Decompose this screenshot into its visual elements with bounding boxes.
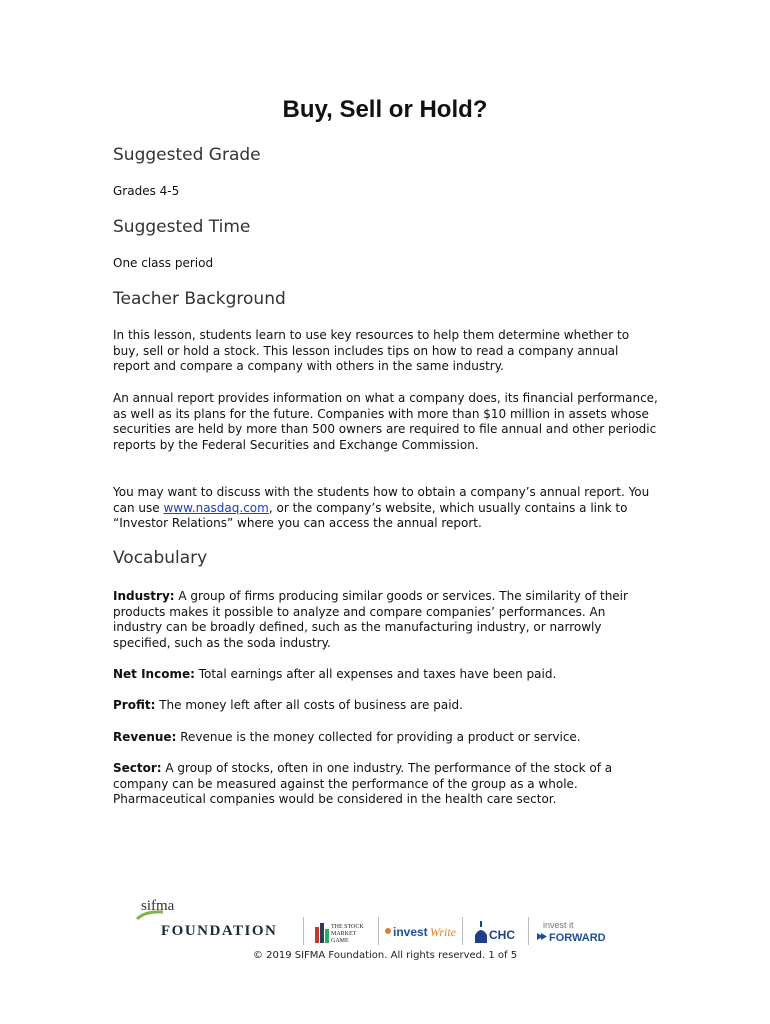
svg-text:FORWARD: FORWARD xyxy=(549,932,606,944)
partner-logo-row xyxy=(135,895,635,950)
vocab-item-profit xyxy=(113,698,658,714)
vocab-term: Revenue: xyxy=(113,730,177,744)
vocab-definition: A group of stocks, often in one industry. The performance of the stock of a company can be measured against the performance of the group as a whole. Pharmaceutical companies would be considered in the health care sector. xyxy=(113,761,613,807)
vocab-term: Industry: xyxy=(113,589,175,603)
logo-divider xyxy=(462,917,463,945)
capitol-dome-icon xyxy=(471,917,525,945)
invest-it-forward-icon xyxy=(535,917,631,945)
sifma-wordmark: sifma xyxy=(141,898,175,914)
invest-it-forward-logo xyxy=(535,917,631,945)
svg-text:invest: invest xyxy=(393,925,428,939)
svg-text:CHC: CHC xyxy=(489,928,515,942)
paragraph-3-tail: , or the company’s website, which usually contains a link to “Investor Relations” where you can access the annual report. xyxy=(113,500,628,531)
nasdaq-link[interactable]: www.nasdaq.com xyxy=(163,500,269,515)
investwrite-icon xyxy=(383,917,459,945)
vocab-term: Sector: xyxy=(113,761,162,775)
heading-suggested-grade: Suggested Grade xyxy=(113,145,261,165)
logo-divider xyxy=(303,917,304,945)
heading-vocabulary: Vocabulary xyxy=(113,548,208,568)
stock-market-game-icon xyxy=(313,917,375,945)
vocab-definition: Revenue is the money collected for providing a product or service. xyxy=(176,730,581,744)
background-paragraph-3 xyxy=(113,485,658,532)
svg-text:Write: Write xyxy=(430,925,456,939)
background-paragraph-1: In this lesson, students learn to use key resources to help them determine whether to buy, sell or hold a stock. This lesson includes tips on how to read a company annual report and compare a company with others in the same industry. xyxy=(113,328,630,374)
page-title: Buy, Sell or Hold? xyxy=(282,96,488,123)
paragraph-3-lead: You may want to discuss with the students how to obtain a company’s annual report. You can use xyxy=(113,485,650,515)
heading-suggested-time: Suggested Time xyxy=(113,217,251,237)
chc-logo xyxy=(471,917,525,945)
svg-text:THE STOCK: THE STOCK xyxy=(331,924,364,930)
foundation-wordmark: FOUNDATION xyxy=(161,923,278,939)
page-footer: © 2019 SIFMA Foundation. All rights reserved. 1 of 5 xyxy=(252,950,518,961)
investwrite-logo xyxy=(383,917,459,945)
background-paragraph-2: An annual report provides information on what a company does, its financial performance, as well as its plans for the future. Companies with more than $10 million in assets whose securities are held by more than 500 owners are required to file annual and other periodic reports by the Federal Securities and Exchange Commission. xyxy=(113,391,658,453)
svg-text:GAME: GAME xyxy=(331,938,349,944)
vocab-definition: A group of firms producing similar goods or services. The similarity of their products makes it possible to analyze and compare companies’ performances. An industry can be broadly defined, such as the manufacturing industry, or narrowly specified, such as the soda industry. xyxy=(113,589,628,651)
vocab-definition: The money left after all costs of business are paid. xyxy=(155,698,463,712)
vocab-item-revenue xyxy=(113,730,658,746)
heading-teacher-background: Teacher Background xyxy=(113,289,286,309)
vocab-item-sector xyxy=(113,761,658,808)
time-text: One class period xyxy=(113,256,214,270)
grade-text: Grades 4-5 xyxy=(113,184,180,198)
logo-divider xyxy=(378,917,379,945)
stock-market-game-logo xyxy=(313,917,375,945)
vocab-term: Profit: xyxy=(113,698,156,712)
svg-text:MARKET: MARKET xyxy=(331,931,357,937)
vocab-item-industry xyxy=(113,589,658,652)
vocab-definition: Total earnings after all expenses and taxes have been paid. xyxy=(194,667,557,681)
logo-divider xyxy=(528,917,529,945)
vocab-term: Net Income: xyxy=(113,667,195,681)
vocab-item-net-income xyxy=(113,667,658,683)
svg-text:invest it: invest it xyxy=(543,920,574,930)
